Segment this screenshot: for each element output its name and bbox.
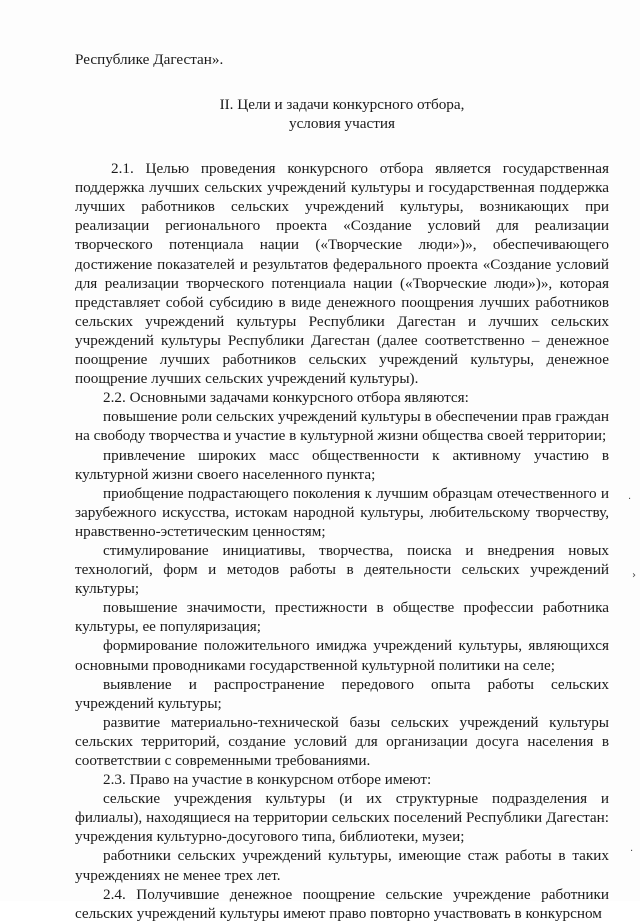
scan-speck: · [628, 494, 632, 505]
section-heading-line-2: условия участия [288, 115, 396, 133]
eligibility-item: сельские учреждения культуры (и их структурные подразделения и филиалы), находящиеся на территории сельских поселений Республики Дагестан: учреждения культурно-досугового типа, библиотеки, музеи; [75, 790, 609, 846]
task-item: привлечение широких масс общественности к активному участию в культурной жизни своего населенного пункта; [75, 446, 609, 483]
task-item: повышение значимости, престижности в обществе профессии работника культуры, ее популяризация; [75, 599, 609, 636]
task-item: выявление и распространение передового опыта работы сельских учреждений культуры; [75, 675, 609, 712]
eligibility-item: работники сельских учреждений культуры, имеющие стаж работы в таких учреждениях не менее трех лет. [75, 847, 609, 884]
section-heading [75, 95, 609, 133]
document-body [75, 50, 609, 923]
lead-line: Республике Дагестан». [75, 51, 224, 68]
scan-speck: › [632, 570, 636, 581]
task-item: стимулирование инициативы, творчества, поиска и внедрения новых технологий, форм и методов работы в деятельности сельских учреждений культуры; [75, 541, 609, 598]
paragraph-2-1: 2.1. Целью проведения конкурсного отбора является государственная поддержка лучших сельских учреждений культуры и государственная поддержка лучших работников сельских учреждений культуры, возникающих при реализации регионального проекта «Создание условий для реализации творческого потенциала нации («Творческие люди»)», обеспечивающего достижение показателей и результатов федерального проекта «Создание условий для реализации творческого потенциала нации («Творческие люди»)», которая представляет собой субсидию в виде денежного поощрения лучших работников сельских учреждений культуры Республики Дагестан и лучших сельских учреждений культуры Республики Дагестан (далее соответственно – денежное поощрение лучших работников сельских учреждений культуры, денежное поощрение лучших сельских учреждений культуры). [75, 160, 609, 388]
task-item: повышение роли сельских учреждений культуры в обеспечении прав граждан на свободу творчества и участие в культурной жизни общества своей территории; [75, 408, 609, 445]
task-item: приобщение подрастающего поколения к лучшим образцам отечественного и зарубежного искусства, истокам народной культуры, любительскому творчеству, нравственно-эстетическим ценностям; [75, 484, 609, 540]
section-heading-line-1: II. Цели и задачи конкурсного отбора, [219, 96, 465, 114]
task-item: развитие материально-технической базы сельских учреждений культуры сельских территорий, создание условий для организации досуга населения в соответствии с современными требованиями. [75, 713, 609, 769]
scan-speck: · [630, 846, 634, 857]
task-item: формирование положительного имиджа учреждений культуры, являющихся основными проводниками государственной культурной политики на селе; [75, 637, 609, 674]
paragraph-2-3: 2.3. Право на участие в конкурсном отборе имеют: [103, 771, 432, 789]
paragraph-2-2: 2.2. Основными задачами конкурсного отбора являются: [103, 389, 469, 407]
paragraph-2-4: 2.4. Получившие денежное поощрение сельские учреждение работники сельских учреждений культуры имеют право повторно участвовать в конкурсном [75, 885, 609, 922]
